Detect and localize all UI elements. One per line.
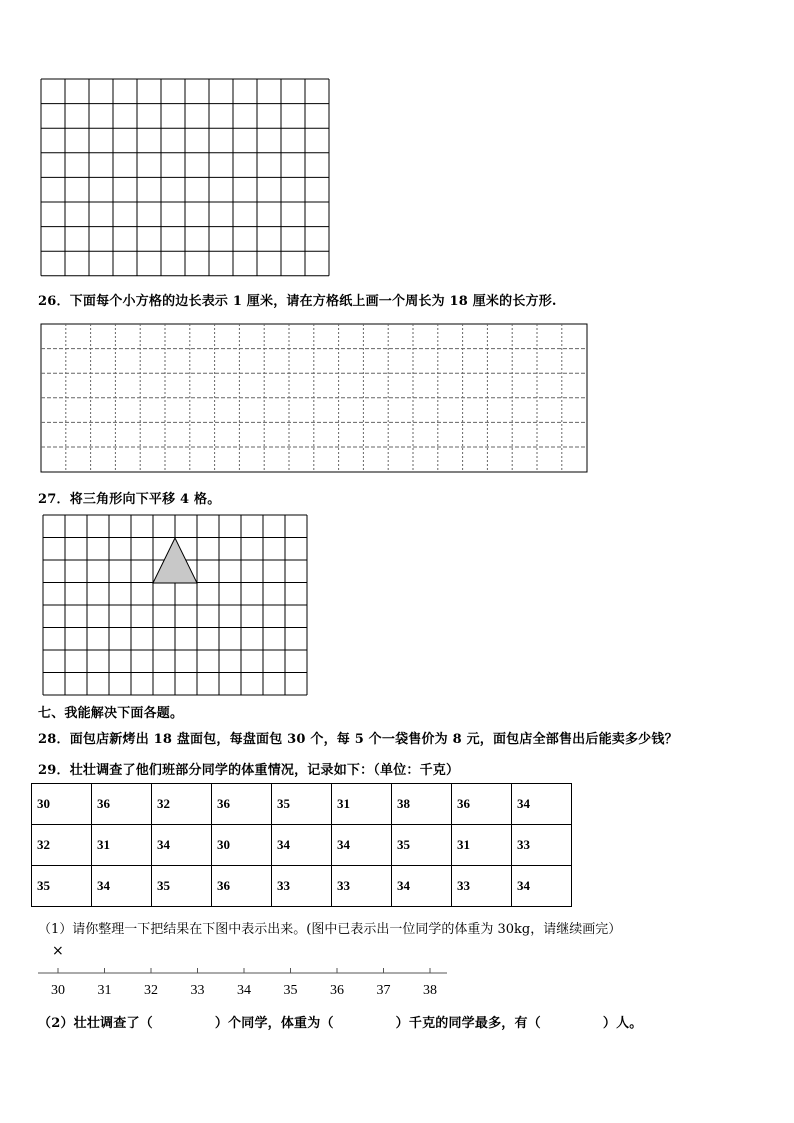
- axis-tick-label: 38: [423, 983, 437, 998]
- part2-c: ）千克的同学最多，有（: [395, 1016, 541, 1031]
- table-cell: 36: [92, 784, 152, 825]
- weight-table: [31, 783, 572, 907]
- table-cell: 38: [392, 784, 452, 825]
- part2-d: ）人。: [602, 1016, 643, 1031]
- axis-tick-label: 37: [376, 983, 391, 998]
- table-cell: 34: [92, 866, 152, 907]
- q26-text: 26．下面每个小方格的边长表示 1 厘米，请在方格纸上画一个周长为 18 厘米的长方形.: [38, 294, 557, 309]
- table-cell: 34: [512, 784, 572, 825]
- table-cell: 35: [152, 866, 212, 907]
- table-cell: 33: [452, 866, 512, 907]
- table-cell: 35: [32, 866, 92, 907]
- table-row: [32, 866, 572, 907]
- table-cell: 36: [452, 784, 512, 825]
- q29-part1: （1）请你整理一下把结果在下图中表示出来。(图中已表示出一位同学的体重为 30kg，请继续画完）: [38, 922, 622, 937]
- table-cell: 34: [512, 866, 572, 907]
- table-cell: 36: [212, 866, 272, 907]
- q28-text: 28．面包店新烤出 18 盘面包，每盘面包 30 个，每 5 个一袋售价为 8 元，面包店全部售出后能卖多少钱？: [38, 732, 678, 747]
- q29-part2: [38, 1012, 642, 1031]
- table-cell: 34: [332, 825, 392, 866]
- table-cell: 31: [452, 825, 512, 866]
- axis-tick-label: 30: [51, 983, 65, 998]
- table-cell: 31: [332, 784, 392, 825]
- axis-tick-label: 36: [330, 983, 344, 998]
- table-cell: 32: [32, 825, 92, 866]
- q29-text: 29．壮壮调查了他们班部分同学的体重情况，记录如下：（单位：千克）: [38, 763, 460, 778]
- table-cell: 34: [392, 866, 452, 907]
- axis-tick-label: 33: [190, 983, 205, 998]
- axis-tick-label: 31: [97, 983, 112, 998]
- section7-title: 七、我能解决下面各题。: [38, 706, 184, 721]
- axis-tick-label: 32: [144, 983, 158, 998]
- table-cell: 32: [152, 784, 212, 825]
- table-cell: 34: [272, 825, 332, 866]
- table-cell: 36: [212, 784, 272, 825]
- table-cell: 35: [272, 784, 332, 825]
- axis-tick-label: 34: [237, 983, 251, 998]
- table-cell: 33: [332, 866, 392, 907]
- q27-text: 27．将三角形向下平移 4 格。: [38, 492, 221, 507]
- table-cell: 33: [512, 825, 572, 866]
- axis-tick-label: 35: [283, 983, 298, 998]
- table-cell: 30: [32, 784, 92, 825]
- part2-b: ）个同学，体重为（: [214, 1016, 334, 1031]
- table-cell: 35: [392, 825, 452, 866]
- part2-a: （2）壮壮调查了（: [38, 1016, 153, 1031]
- axis-marker: ×: [52, 943, 64, 959]
- table-row: [32, 784, 572, 825]
- table-cell: 34: [152, 825, 212, 866]
- table-cell: 33: [272, 866, 332, 907]
- table-cell: 31: [92, 825, 152, 866]
- table-row: [32, 825, 572, 866]
- table-cell: 30: [212, 825, 272, 866]
